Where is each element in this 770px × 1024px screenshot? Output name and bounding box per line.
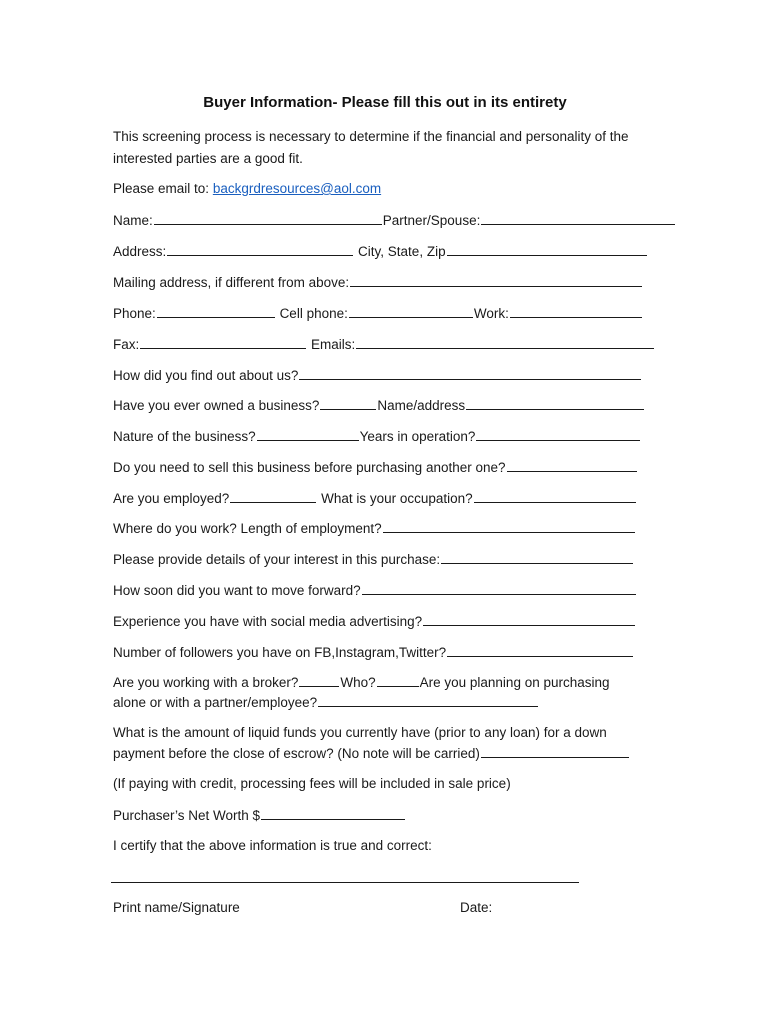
cell-field[interactable] [349, 304, 473, 318]
name-address-label: Name/address [377, 398, 466, 413]
fax-field[interactable] [140, 335, 306, 349]
liquid-field[interactable] [481, 744, 629, 758]
name-address-field[interactable] [466, 396, 644, 410]
owned-business-field[interactable] [320, 396, 376, 410]
name-field[interactable] [154, 211, 382, 225]
work-field[interactable] [510, 304, 642, 318]
interest-label: Please provide details of your interest in this purchase: [113, 552, 441, 567]
email-row [113, 180, 381, 198]
net-worth-label: Purchaser’s Net Worth $ [113, 808, 261, 823]
nature-row [113, 427, 641, 446]
how-soon-label: How soon did you want to move forward? [113, 583, 361, 598]
credit-note: (If paying with credit, processing fees will be included in sale price) [113, 776, 511, 791]
sell-business-label: Do you need to sell this business before purchasing another one? [113, 460, 506, 475]
address-field[interactable] [167, 242, 353, 256]
broker-field[interactable] [299, 673, 339, 687]
name-row [113, 211, 676, 230]
alone-field[interactable] [318, 693, 538, 707]
fax-row [113, 335, 655, 354]
city-state-zip-field[interactable] [447, 242, 647, 256]
planning-label: Are you planning on purchasing [419, 675, 610, 690]
how-soon-row [113, 581, 637, 600]
nature-label: Nature of the business? [113, 429, 256, 444]
employed-label: Are you employed? [113, 491, 230, 506]
intro-line-2: interested parties are a good fit. [113, 151, 303, 166]
phone-label: Phone: [113, 306, 156, 321]
form-title: Buyer Information- Please fill this out in its entirety [203, 94, 567, 111]
city-state-zip-label: City, State, Zip [358, 244, 446, 259]
signature-field[interactable] [111, 882, 579, 883]
partner-field[interactable] [481, 211, 675, 225]
followers-label: Number of followers you have on FB,Instagram,Twitter? [113, 645, 447, 660]
partner-label: Partner/Spouse: [382, 213, 481, 228]
alone-row [113, 693, 539, 712]
address-label: Address: [113, 244, 167, 259]
net-worth-field[interactable] [261, 806, 405, 820]
liquid-row-1: What is the amount of liquid funds you currently have (prior to any loan) for a down [113, 725, 607, 740]
email-label: Please email to: [113, 181, 210, 196]
owned-business-label: Have you ever owned a business? [113, 398, 320, 413]
mailing-row [113, 273, 643, 292]
years-field[interactable] [476, 427, 640, 441]
where-work-row [113, 519, 636, 538]
followers-field[interactable] [447, 643, 633, 657]
intro-line-1: This screening process is necessary to determine if the financial and personality of the [113, 129, 629, 144]
date-label: Date: [460, 900, 493, 915]
alone-label: alone or with a partner/employee? [113, 695, 318, 710]
broker-label: Are you working with a broker? [113, 675, 299, 690]
how-soon-field[interactable] [362, 581, 636, 595]
employed-row [113, 489, 637, 508]
interest-field[interactable] [441, 550, 633, 564]
emails-field[interactable] [356, 335, 654, 349]
occupation-field[interactable] [474, 489, 636, 503]
liquid-row-2 [113, 744, 630, 763]
certify-text: I certify that the above information is true and correct: [113, 838, 432, 853]
followers-row [113, 643, 634, 662]
sell-business-row [113, 458, 638, 477]
fax-label: Fax: [113, 337, 140, 352]
sell-business-field[interactable] [507, 458, 637, 472]
liquid-label: payment before the close of escrow? (No note will be carried) [113, 746, 480, 761]
nature-field[interactable] [257, 427, 359, 441]
where-work-field[interactable] [383, 519, 635, 533]
signature-label: Print name/Signature [113, 900, 240, 915]
where-work-label: Where do you work? Length of employment? [113, 521, 382, 536]
mailing-label: Mailing address, if different from above: [113, 275, 350, 290]
net-worth-row [113, 806, 406, 825]
social-media-row [113, 612, 636, 631]
years-label: Years in operation? [359, 429, 476, 444]
owned-business-row [113, 396, 645, 415]
who-label: Who? [340, 675, 376, 690]
who-field[interactable] [377, 673, 419, 687]
find-out-label: How did you find out about us? [113, 368, 299, 383]
cell-label: Cell phone: [279, 306, 348, 321]
address-row [113, 242, 648, 261]
find-out-row [113, 366, 642, 385]
interest-row [113, 550, 634, 569]
email-link[interactable]: backgrdresources@aol.com [212, 181, 382, 196]
broker-row [113, 673, 610, 692]
find-out-field[interactable] [299, 366, 641, 380]
work-label: Work: [473, 306, 509, 321]
phone-field[interactable] [157, 304, 275, 318]
occupation-label: What is your occupation? [321, 491, 473, 506]
social-media-field[interactable] [423, 612, 635, 626]
name-label: Name: [113, 213, 153, 228]
phone-row [113, 304, 643, 323]
emails-label: Emails: [311, 337, 356, 352]
employed-field[interactable] [230, 489, 316, 503]
social-media-label: Experience you have with social media advertising? [113, 614, 423, 629]
mailing-field[interactable] [350, 273, 642, 287]
